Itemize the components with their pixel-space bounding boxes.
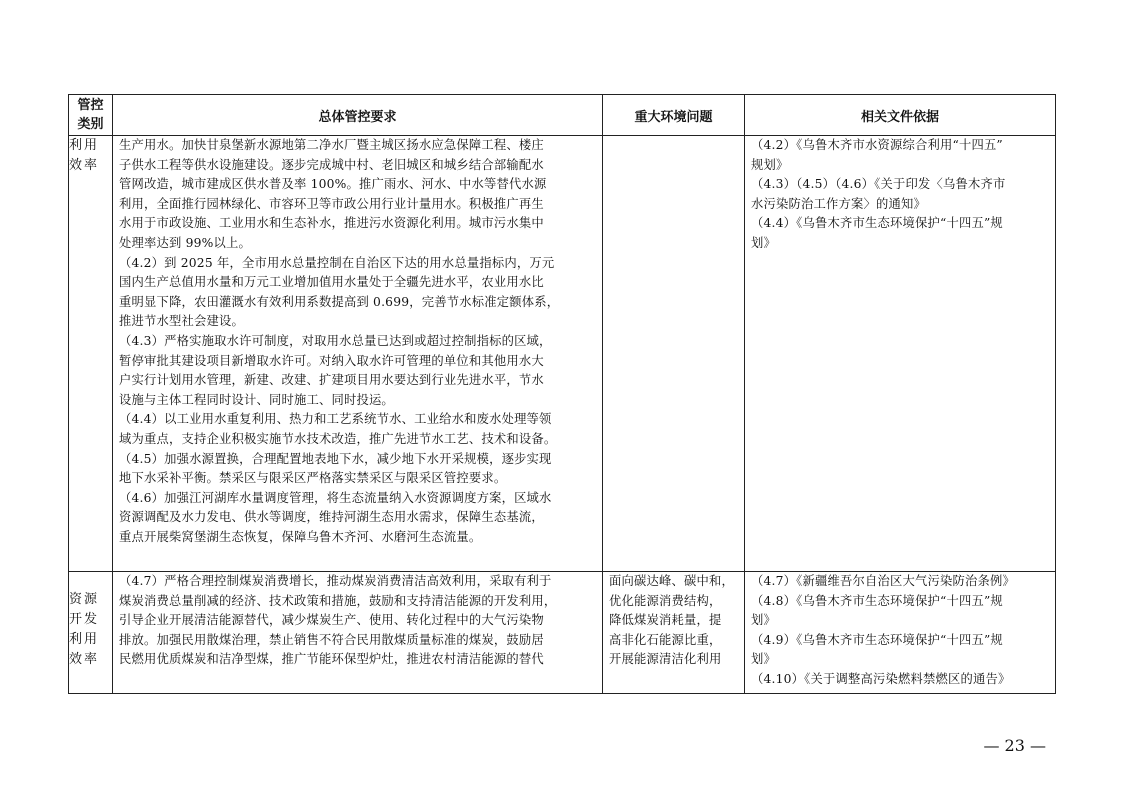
category-line: 利用 (69, 138, 100, 153)
text-line: 生产用水。加快甘泉堡新水源地第二净水厂暨主城区扬水应急保障工程、楼庄 (119, 138, 544, 152)
text-line: 排放。加强民用散煤治理，禁止销售不符合民用散煤质量标准的煤炭，鼓励居 (119, 632, 544, 647)
text-line: （4.7）《新疆维吾尔自治区大气污染防治条例》 (751, 574, 1015, 588)
text-line: （4.2）到 2025 年，全市用水总量控制在自治区下达的用水总量指标内，万元 (119, 255, 555, 270)
header-requirements: 总体管控要求 (113, 95, 603, 136)
text-line: （4.9）《乌鲁木齐市生态环境保护“十四五”规 (751, 632, 1003, 647)
header-category-line: 管控 (77, 98, 104, 113)
text-line: 资源调配及水力发电、供水等调度，维持河湖生态用水需求，保障生态基流， (119, 510, 544, 525)
text-line: （4.4）以工业用水重复利用、热力和工艺系统节水、工业给水和废水处理等领 (119, 412, 552, 427)
text-line: 户实行计划用水管理，新建、改建、扩建项目用水要达到行业先进水平，节水 (119, 373, 544, 388)
text-line: 重点开展柴窝堡湖生态恢复，保障乌鲁木齐河、水磨河生态流量。 (119, 529, 482, 544)
header-problems: 重大环境问题 (603, 95, 745, 136)
text-line: 面向碳达峰、碳中和， (609, 574, 734, 588)
references-cell (745, 572, 1056, 694)
text-line: 管网改造，城市建成区供水普及率 100%。推广雨水、河水、中水等替代水源 (119, 177, 547, 192)
problems-cell (603, 572, 745, 694)
text-line: 设施与主体工程同时设计、同时施工、同时投运。 (119, 392, 394, 407)
text-line: 国内生产总值用水量和万元工业增加值用水量处于全疆先进水平，农业用水比 (119, 275, 544, 290)
text-line: 地下水采补平衡。禁采区与限采区严格落实禁采区与限采区管控要求。 (119, 471, 507, 486)
references-text (745, 572, 1055, 690)
text-line: 煤炭消费总量削减的经济、技术政策和措施，鼓励和支持清洁能源的开发利用， (119, 593, 557, 608)
problems-cell (603, 136, 745, 572)
text-line: 推进节水型社会建设。 (119, 314, 244, 329)
text-line: 规划》 (751, 157, 789, 172)
text-line: 水污染防治工作方案〉的通知》 (751, 196, 926, 211)
text-line: 划》 (751, 613, 776, 628)
header-category-line: 类别 (77, 117, 104, 132)
text-line: （4.6）加强江河湖库水量调度管理，将生态流量纳入水资源调度方案，区域水 (119, 490, 552, 505)
header-category (69, 95, 113, 136)
problems-text (603, 572, 744, 670)
header-references: 相关文件依据 (745, 95, 1056, 136)
text-line: （4.8）《乌鲁木齐市生态环境保护“十四五”规 (751, 593, 1003, 608)
text-line: 水用于市政设施、工业用水和生态补水，推进污水资源化利用。城市污水集中 (119, 216, 544, 231)
text-line: 利用，全面推行园林绿化、市容环卫等市政公用行业计量用水。积极推广再生 (119, 196, 544, 211)
requirements-text (113, 136, 602, 547)
text-line: 子供水工程等供水设施建设。逐步完成城中村、老旧城区和城乡结合部输配水 (119, 157, 544, 172)
text-line: 划》 (751, 652, 776, 667)
category-cell (69, 572, 113, 694)
table-header-row (69, 95, 1056, 136)
requirements-cell (113, 572, 603, 694)
text-line: 引导企业开展清洁能源替代，减少煤炭生产、使用、转化过程中的大气污染物 (119, 613, 544, 628)
category-line: 资源 (69, 592, 100, 607)
category-line: 效率 (69, 158, 100, 173)
table-row (69, 572, 1056, 694)
text-line: 暂停审批其建设项目新增取水许可。对纳入取水许可管理的单位和其他用水大 (119, 353, 544, 368)
page-number: — 23 — (983, 736, 1046, 755)
text-line: 划》 (751, 235, 776, 250)
text-line: （4.3）严格实施取水许可制度，对取用水总量已达到或超过控制指标的区域， (119, 333, 552, 348)
text-line: 民燃用优质煤炭和洁净型煤，推广节能环保型炉灶，推进农村清洁能源的替代 (119, 652, 544, 667)
requirements-text (113, 572, 602, 670)
category-line: 开发 (69, 612, 100, 627)
text-line: 优化能源消费结构， (609, 593, 722, 608)
references-text (745, 136, 1055, 254)
text-line: 开展能源清洁化利用 (609, 652, 722, 667)
requirements-cell (113, 136, 603, 572)
regulation-table (68, 94, 1056, 694)
text-line: （4.4）《乌鲁木齐市生态环境保护“十四五”规 (751, 216, 1003, 231)
text-line: 高非化石能源比重， (609, 632, 722, 647)
text-line: 域为重点，支持企业积极实施节水技术改造，推广先进节水工艺、技术和设备。 (119, 431, 557, 446)
text-line: 降低煤炭消耗量，提 (609, 613, 722, 628)
references-cell (745, 136, 1056, 572)
text-line: （4.7）严格合理控制煤炭消费增长，推动煤炭消费清洁高效利用，采取有利于 (119, 574, 552, 588)
text-line: （4.3）（4.5）（4.6）《关于印发〈乌鲁木齐市 (751, 177, 1006, 192)
text-line: 重明显下降，农田灌溉水有效利用系数提高到 0.699，完善节水标准定额体系， (119, 294, 560, 309)
text-line: （4.5）加强水源置换，合理配置地表地下水，减少地下水开采规模，逐步实现 (119, 451, 552, 466)
text-line: （4.10）《关于调整高污染燃料禁燃区的通告》 (751, 671, 1011, 686)
text-line: 处理率达到 99%以上。 (119, 235, 252, 250)
table-row (69, 136, 1056, 572)
category-line: 利用 (69, 632, 100, 647)
category-line: 效率 (69, 652, 100, 667)
text-line: （4.2）《乌鲁木齐市水资源综合利用“十四五” (751, 138, 1003, 152)
category-cell (69, 136, 113, 572)
